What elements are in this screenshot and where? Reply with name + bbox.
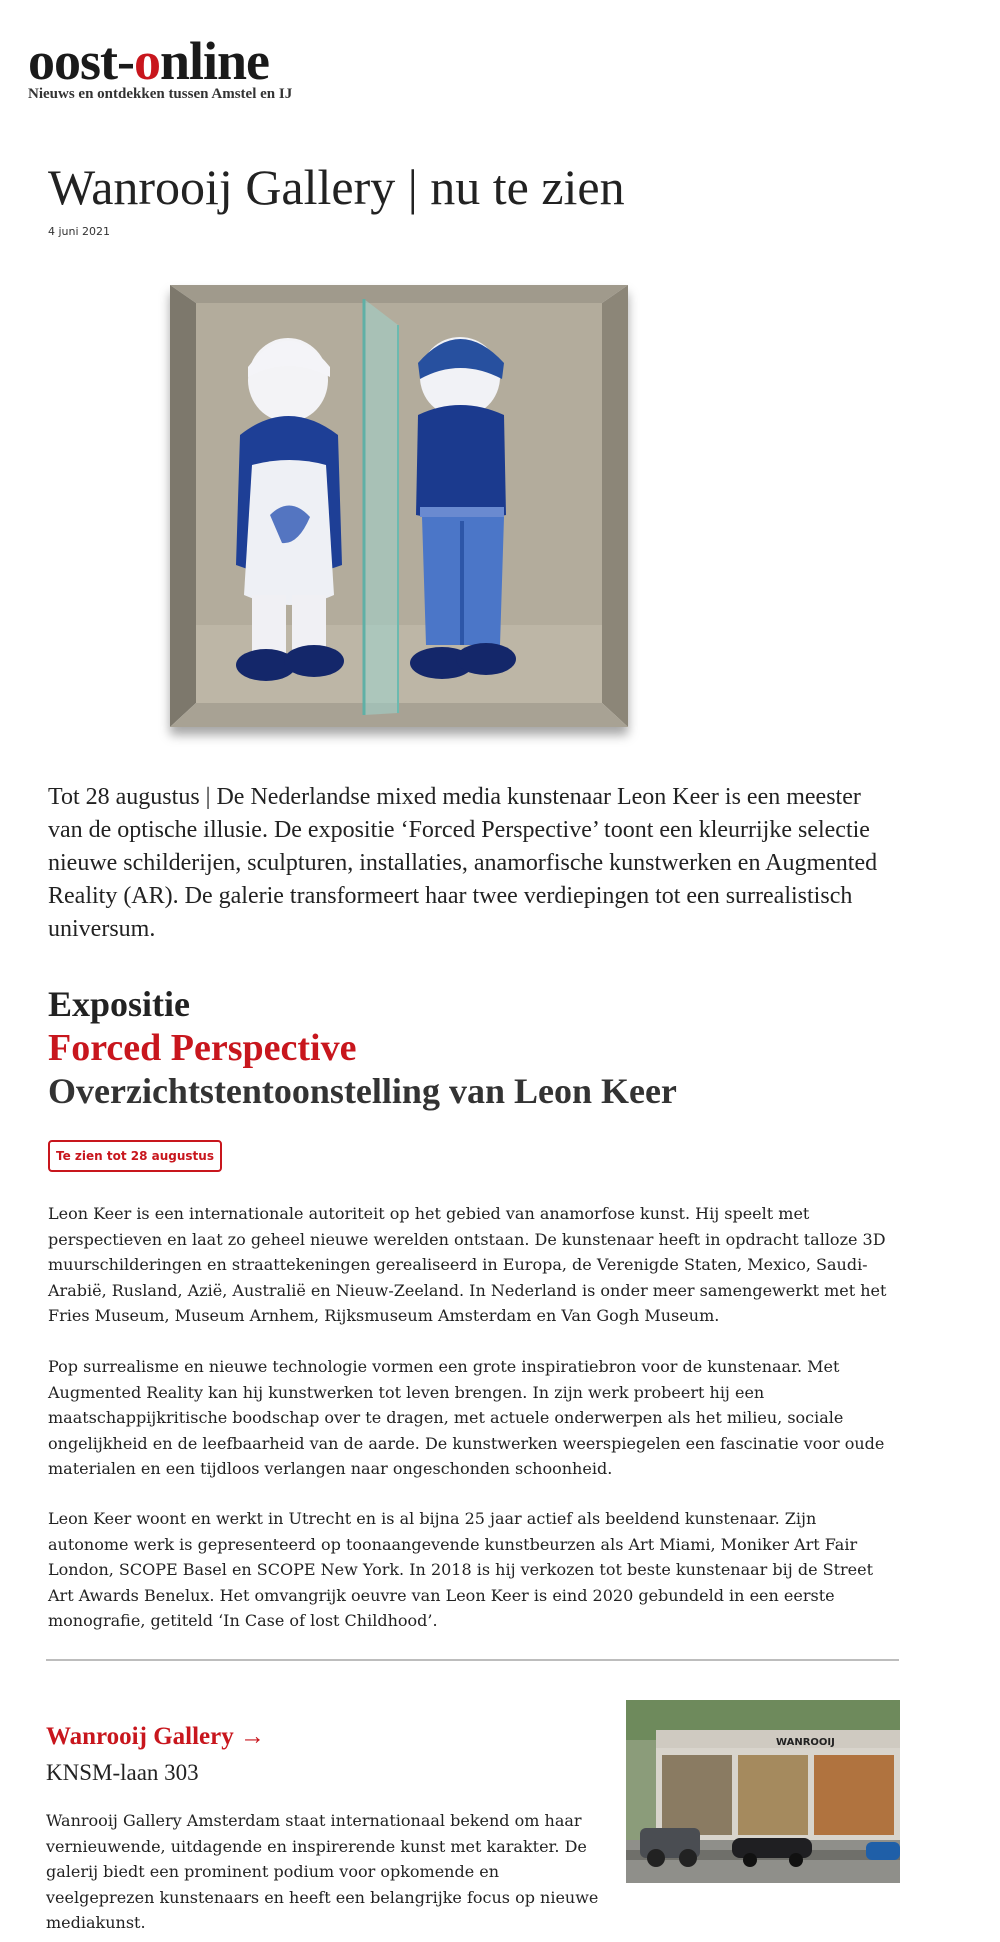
logo-text-1: oost- xyxy=(28,31,134,91)
gallery-address: KNSM-laan 303 xyxy=(46,1760,199,1785)
body-paragraph: Pop surrealisme en nieuwe technologie vormen een grote inspiratiebron voor de kunstenaar. Met Augmented Reality kan hij kunstwerken tot leven brengen. In zijn werk probeert hij een maatschappijkritische boodschap over te dragen, met actuele onderwerpen als het milieu, sociale ongelijkheid en de leefbaarheid van de aarde. De kunstwerken weerspiegelen een fascinatie voor oude materialen en een tijdloos verlangen naar ongeschonden schoonheid. xyxy=(48,1357,885,1478)
section-divider xyxy=(46,1659,899,1661)
body-paragraph: Leon Keer is een internationale autoriteit op het gebied van anamorfose kunst. Hij speelt met perspectieven en laat zo geheel nieuwe werelden ontstaan. De kunstenaar heeft in opdracht talloze 3D muurschilderingen en straattekeningen gerealiseerd in Europa, de Verenigde Staten, Mexico, Saudi-Arabië, Rusland, Azië, Australië en Nieuw-Zeeland. In Nederland is onder meer samengewerkt met het Fries Museum, Museum Arnhem, Rijksmuseum Amsterdam en Van Gogh Museum. xyxy=(48,1204,887,1325)
exhibition-dates-badge[interactable]: Te zien tot 28 augustus xyxy=(48,1140,222,1172)
article-date: 4 juni 2021 xyxy=(48,225,111,238)
logo-wordmark xyxy=(28,31,292,91)
logo-text-red-o: o xyxy=(133,31,160,91)
gallery-building-photo xyxy=(626,1700,900,1883)
gallery-link[interactable]: Wanrooij Gallery → xyxy=(46,1723,265,1750)
logo-text-2: nline xyxy=(159,31,270,91)
body-paragraph: Leon Keer woont en werkt in Utrecht en is al bijna 25 jaar actief als beeldend kunstenaar. Zijn autonome werk is gepresenteerd op toonaangevende kunstbeurzen als Art Miami, Moniker Art Fair London, SCOPE Basel en SCOPE New York. In 2018 is hij verkozen tot beste kunstenaar bij de Street Art Awards Benelux. Het omvangrijk oeuvre van Leon Keer is eind 2020 gebundeld in een eerste monografie, getiteld ‘In Case of lost Childhood’. xyxy=(48,1509,874,1630)
article-title: Wanrooij Gallery | nu te zien xyxy=(48,159,625,215)
building-sign: WANROOIJ xyxy=(776,1737,835,1748)
site-logo[interactable] xyxy=(28,31,293,103)
exhibition-kicker: Expositie xyxy=(48,984,191,1024)
exhibition-name: Forced Perspective xyxy=(48,1027,357,1069)
hero-artwork-image xyxy=(170,285,628,727)
exhibition-subtitle: Overzichtstentoonstelling van Leon Keer xyxy=(48,1071,677,1111)
site-tagline: Nieuws en ontdekken tussen Amstel en IJ xyxy=(28,86,293,102)
gallery-description: Wanrooij Gallery Amsterdam staat internationaal bekend om haar vernieuwende, uitdagende en inspirerende kunst met karakter. De galerij biedt een prominent podium voor opkomende en veelgeprezen kunstenaars en heeft een belangrijke focus op nieuwe mediakunst. xyxy=(46,1811,599,1932)
article-lead: Tot 28 augustus | De Nederlandse mixed media kunstenaar Leon Keer is een meester van de optische illusie. De expositie ‘Forced Perspective’ toont een kleurrijke selectie nieuwe schilderijen, sculpturen, installaties, anamorfische kunstwerken en Augmented Reality (AR). De galerie transformeert haar twee verdiepingen tot een surrealistisch universum. xyxy=(48,784,878,942)
